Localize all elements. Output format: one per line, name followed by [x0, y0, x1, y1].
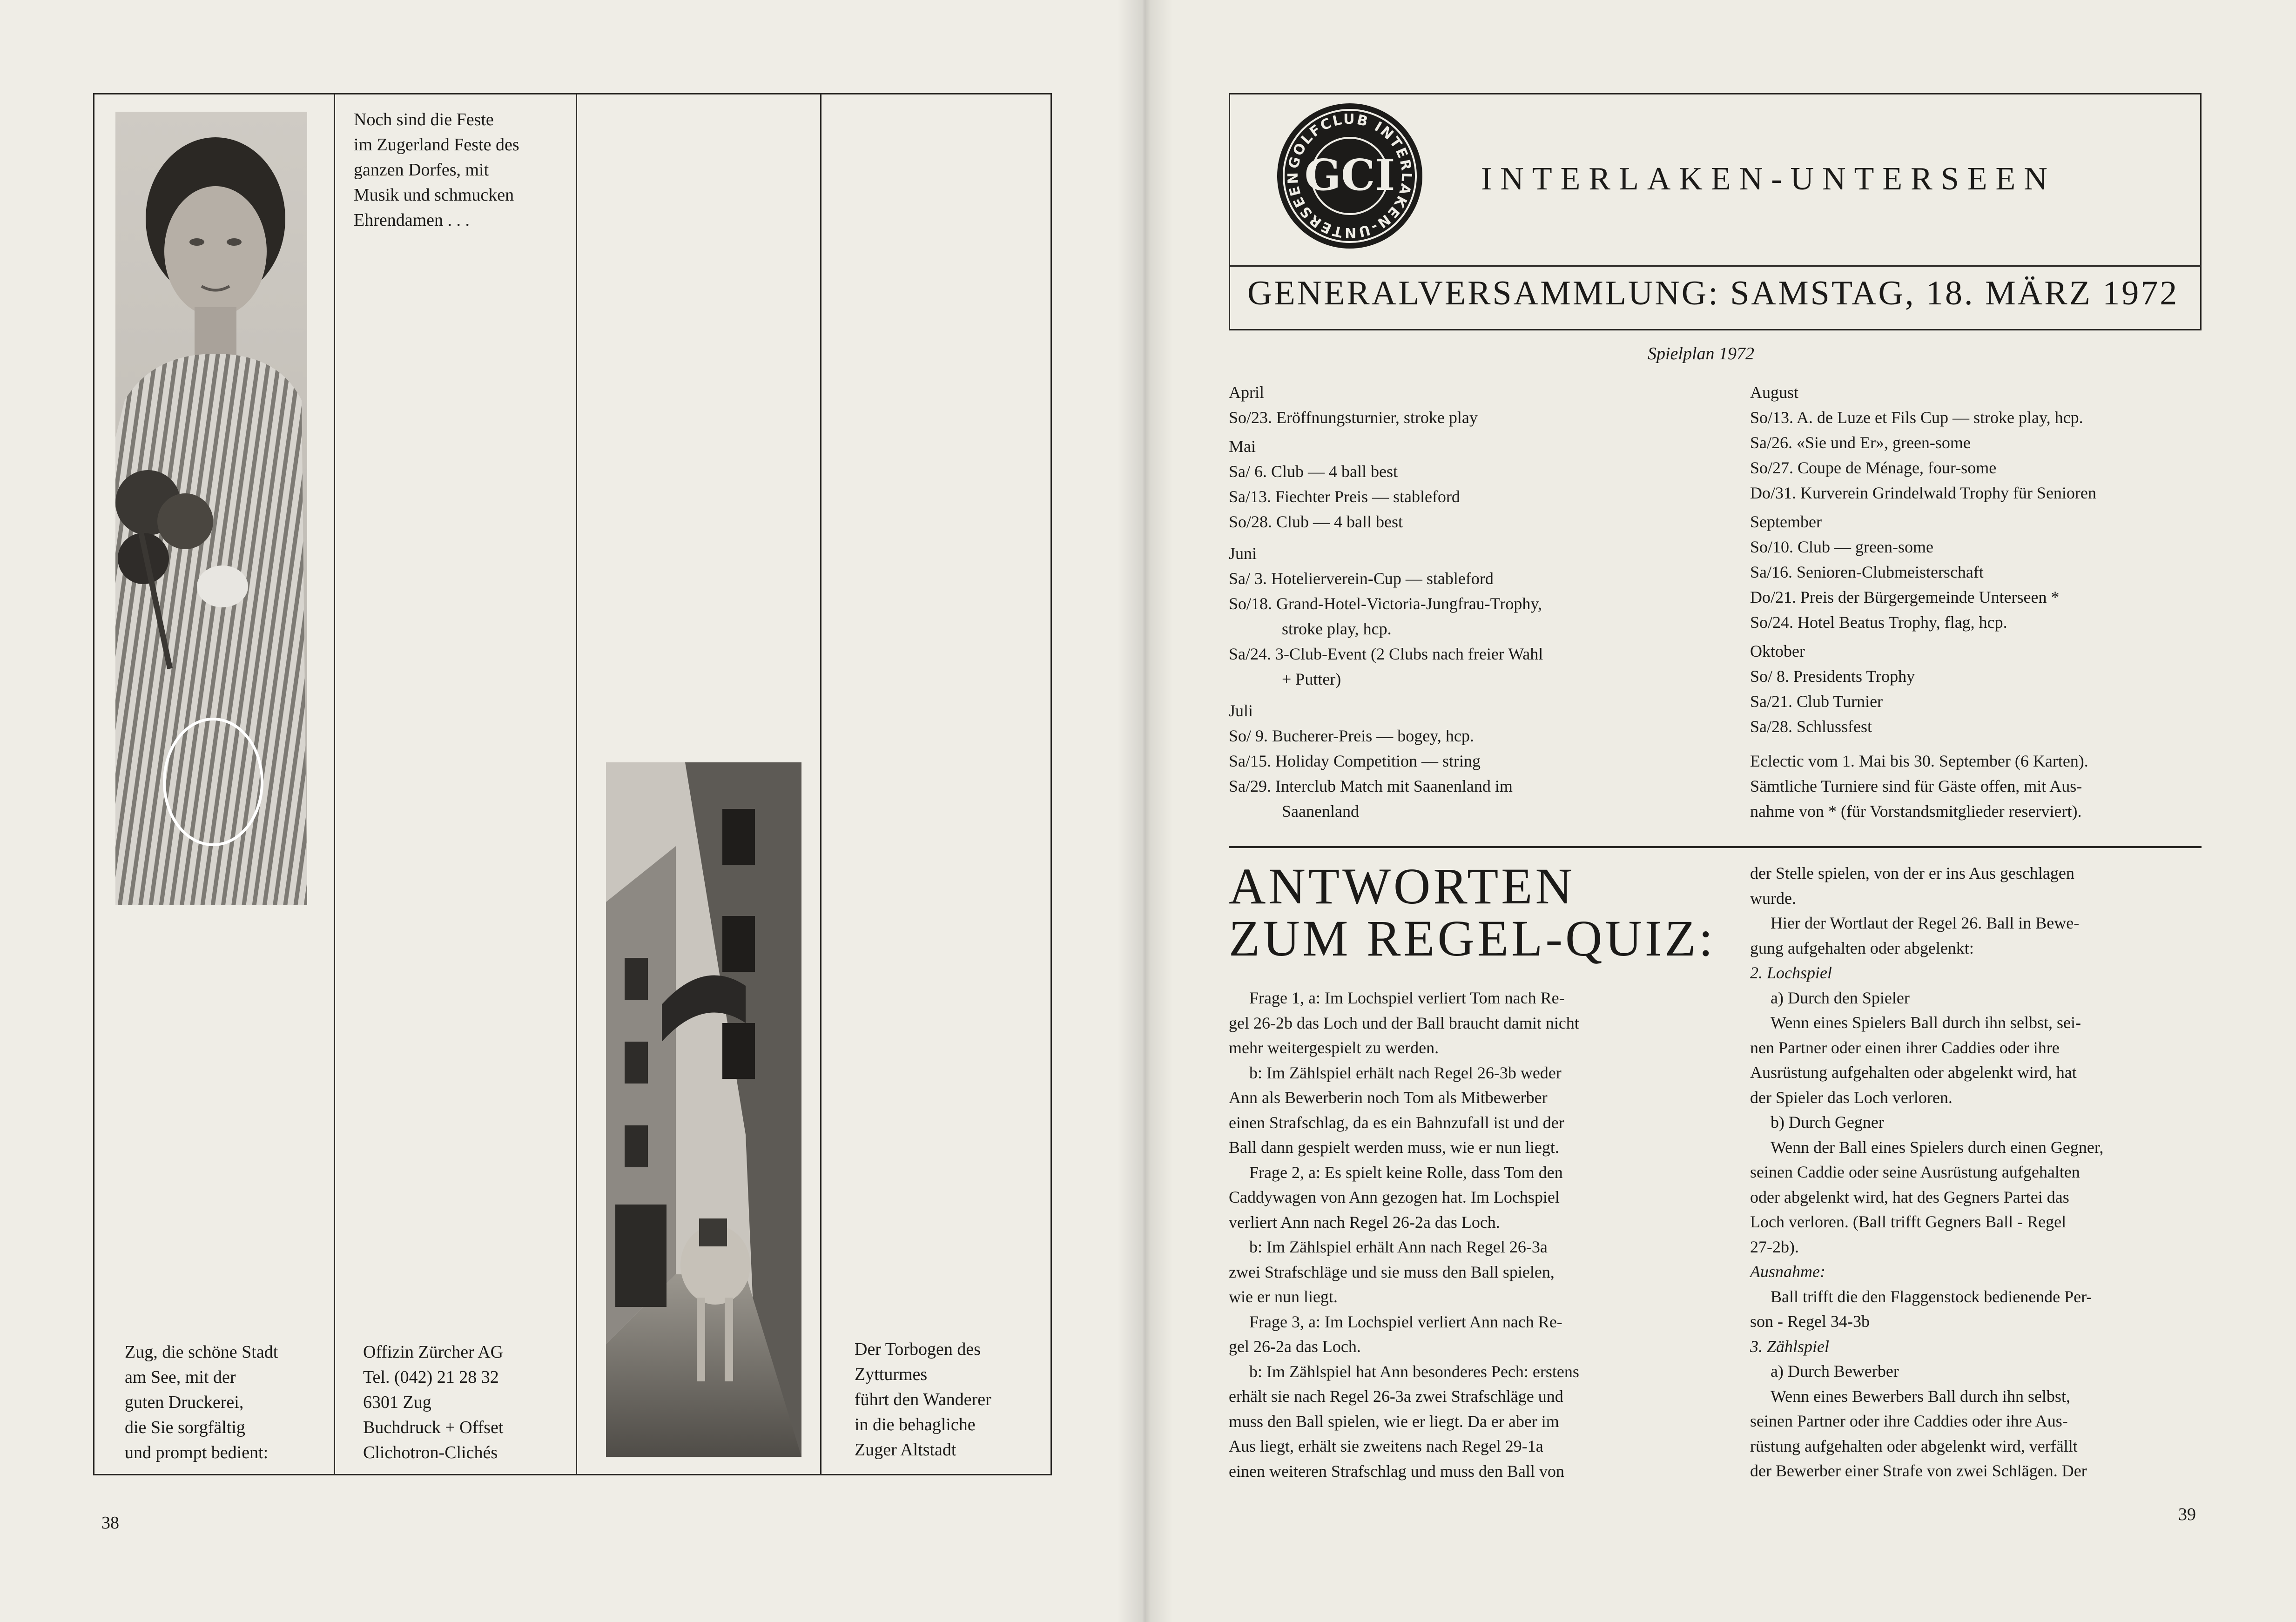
page-number-left: 38	[101, 1513, 119, 1533]
logo-ring-text: GOLFCLUB INTERLAKEN-UNTERSEEN	[1285, 111, 1415, 241]
golfclub-logo	[1275, 101, 1424, 250]
column-divider	[576, 93, 577, 1475]
section-divider	[1229, 846, 2202, 848]
column-divider	[334, 93, 335, 1475]
feste-caption: Noch sind die Feste im Zugerland Feste des ganzen Dorfes, mit Musik und schmucken Ehrendamen . . .	[354, 110, 519, 230]
column-divider	[820, 93, 821, 1475]
torbogen-caption: Der Torbogen des Zytturmes führt den Wanderer in die behagliche Zuger Altstadt	[855, 1339, 991, 1460]
schedule-right-column: August So/13. A. de Luze et Fils Cup — stroke play, hcp. Sa/26. «Sie und Er», green-some So/27. Coupe de Ménage, four-some Do/31. Kurverein Grindelwald Trophy für Senioren September So/10. Club — green-some Sa/16. Senioren-Clubmeisterschaft Do/21. Preis der Bürgergemeinde Unterseen * So/24. Hotel Beatus Trophy, flag, hcp. Oktober So/ 8. Presidents Trophy Sa/21. Club Turnier Sa/28. Schlussfest Eclectic vom 1. Mai bis 30. September (6 Karten). Sämtliche Turniere sind für Gäste offen, mit Aus- nahme von * (für Vorstandsmitglieder reserviert).	[1750, 383, 2096, 821]
woman-photo	[115, 112, 307, 905]
club-name: INTERLAKEN-UNTERSEEN	[1481, 161, 2056, 197]
headline: GENERALVERSAMMLUNG: SAMSTAG, 18. MÄRZ 1972	[1247, 274, 2179, 312]
schedule-left-column: April So/23. Eröffnungsturnier, stroke play Mai Sa/ 6. Club — 4 ball best Sa/13. Fiechter Preis — stableford So/28. Club — 4 ball best Juni Sa/ 3. Hotelierverein-Cup — stableford So/18. Grand-Hotel-Victoria-Jungfrau-Trophy, stroke play, hcp. Sa/24. 3-Club-Event (2 Clubs nach freier Wahl + Putter) Juli So/ 9. Bucherer-Preis — bogey, hcp. Sa/15. Holiday Competition — string Sa/29. Interclub Match mit Saanenland im Saanenland	[1229, 383, 1543, 821]
druckerei-caption: Zug, die schöne Stadt am See, mit der guten Druckerei, die Sie sorgfältig und prompt bedient:	[125, 1342, 278, 1462]
spielplan-title: Spielplan 1972	[1648, 344, 1755, 363]
quiz-title: ANTWORTEN ZUM REGEL-QUIZ:	[1229, 858, 1716, 967]
printer-address: Offizin Zürcher AG Tel. (042) 21 28 32 6301 Zug Buchdruck + Offset Clichotron-Clichés	[363, 1342, 504, 1462]
quiz-left-column: Frage 1, a: Im Lochspiel verliert Tom nach Re- gel 26-2b das Loch und der Ball braucht damit nicht mehr weitergespielt zu werden. b: Im Zählspiel erhält nach Regel 26-3b weder Ann als Bewerberin noch Tom als Mitbewerber einen Strafschlag, da es ein Bahnzufall ist und der Ball dann gespielt werden muss, wie er nun liegt. Frage 2, a: Es spielt keine Rolle, dass Tom den Caddywagen von Ann gezogen hat. Im Lochspiel verliert Ann nach Regel 26-2a das Loch. b: Im Zählspiel erhält Ann nach Regel 26-3a zwei Strafschläge und sie muss den Ball spielen, wie er nun liegt. Frage 3, a: Im Lochspiel verliert Ann nach Re- gel 26-2a das Loch. b: Im Zählspiel hat Ann besonderes Pech: erstens erhält sie nach Regel 26-3a zwei Strafschläge und muss den Ball spielen, wie er liegt. Da er aber im Aus liegt, erhält sie zweitens nach Regel 29-1a einen weiteren Strafschlag und muss den Ball von	[1229, 989, 1579, 1481]
page-number-right: 39	[2178, 1505, 2196, 1524]
book-gutter	[1117, 0, 1173, 1622]
quiz-right-column: der Stelle spielen, von der er ins Aus geschlagen wurde. Hier der Wortlaut der Regel 26. Ball in Bewe- gung aufgehalten oder abgelenkt: 2. Lochspiel a) Durch den Spieler Wenn eines Spielers Ball durch ihn selbst, sei- nen Partner oder einen ihrer Caddies oder ihre Ausrüstung aufgehalten oder abgelenkt wird, hat der Spieler das Loch verloren. b) Durch Gegner Wenn der Ball eines Spielers durch einen Gegner, seinen Caddie oder seine Ausrüstung aufgehalten oder abgelenkt wird, hat des Gegners Partei das Loch verloren. (Ball trifft Gegners Ball - Regel 27-2b). Ausnahme: Ball trifft die den Flaggenstock bedienende Per- son - Regel 34-3b 3. Zählspiel a) Durch Bewerber Wenn eines Bewerbers Ball durch ihn selbst, seinen Partner oder ihre Caddies oder ihre Aus- rüstung aufgehalten oder abgelenkt wird, verfällt der Bewerber einer Strafe von zwei Schlägen. Der	[1750, 864, 2104, 1480]
street-photo	[606, 762, 801, 1457]
header-divider	[1229, 265, 2202, 267]
logo-monogram: GCI	[1304, 150, 1395, 200]
